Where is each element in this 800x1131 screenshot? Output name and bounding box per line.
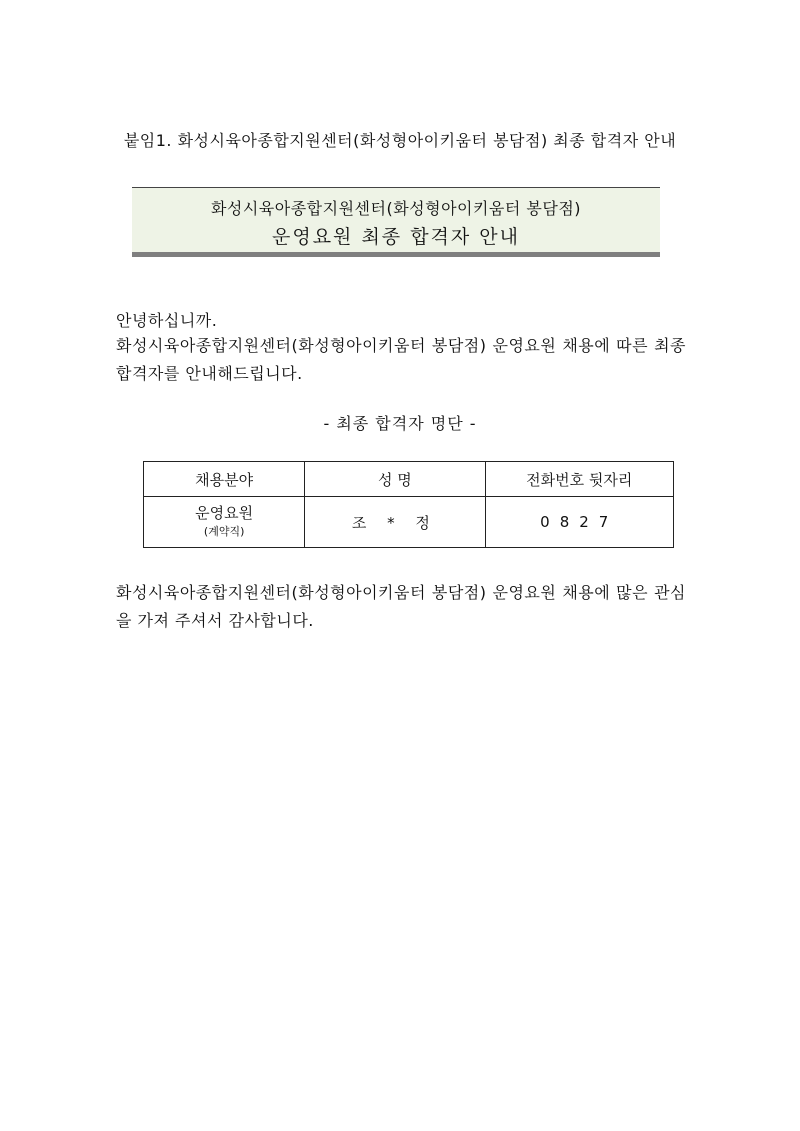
cell-phone: [485, 497, 673, 548]
header-name: 성 명: [305, 462, 485, 497]
closing-paragraph: 화성시육아종합지원센터(화성형아이키움터 봉담점) 운영요원 채용에 많은 관심을 가져 주셔서 감사합니다.: [116, 583, 686, 630]
position-type: (계약직): [203, 525, 245, 538]
attachment-heading: 붙임1. 화성시육아종합지원센터(화성형아이키움터 봉담점) 최종 합격자 안내: [123, 131, 677, 150]
position-label: 운영요원: [195, 504, 254, 522]
table-row: [144, 497, 674, 548]
phone-last-digits: 0827: [540, 513, 619, 531]
cell-position: [144, 497, 305, 548]
cell-name: [305, 497, 485, 548]
candidate-name: 조 * 정: [351, 513, 438, 532]
title-subtitle: 화성시육아종합지원센터(화성형아이키움터 봉담점): [210, 199, 582, 218]
list-heading: - 최종 합격자 명단 -: [323, 414, 477, 433]
header-phone: 전화번호 뒷자리: [485, 462, 673, 497]
header-position: 채용분야: [144, 462, 305, 497]
intro-paragraph: 화성시육아종합지원센터(화성형아이키움터 봉담점) 운영요원 채용에 따른 최종 합격자를 안내해드립니다.: [116, 336, 686, 383]
results-table: [143, 461, 674, 548]
title-box: [132, 187, 660, 257]
greeting-text: 안녕하십니까.: [116, 311, 218, 330]
title-main: 운영요원 최종 합격자 안내: [271, 226, 520, 248]
table-header-row: [144, 462, 674, 497]
